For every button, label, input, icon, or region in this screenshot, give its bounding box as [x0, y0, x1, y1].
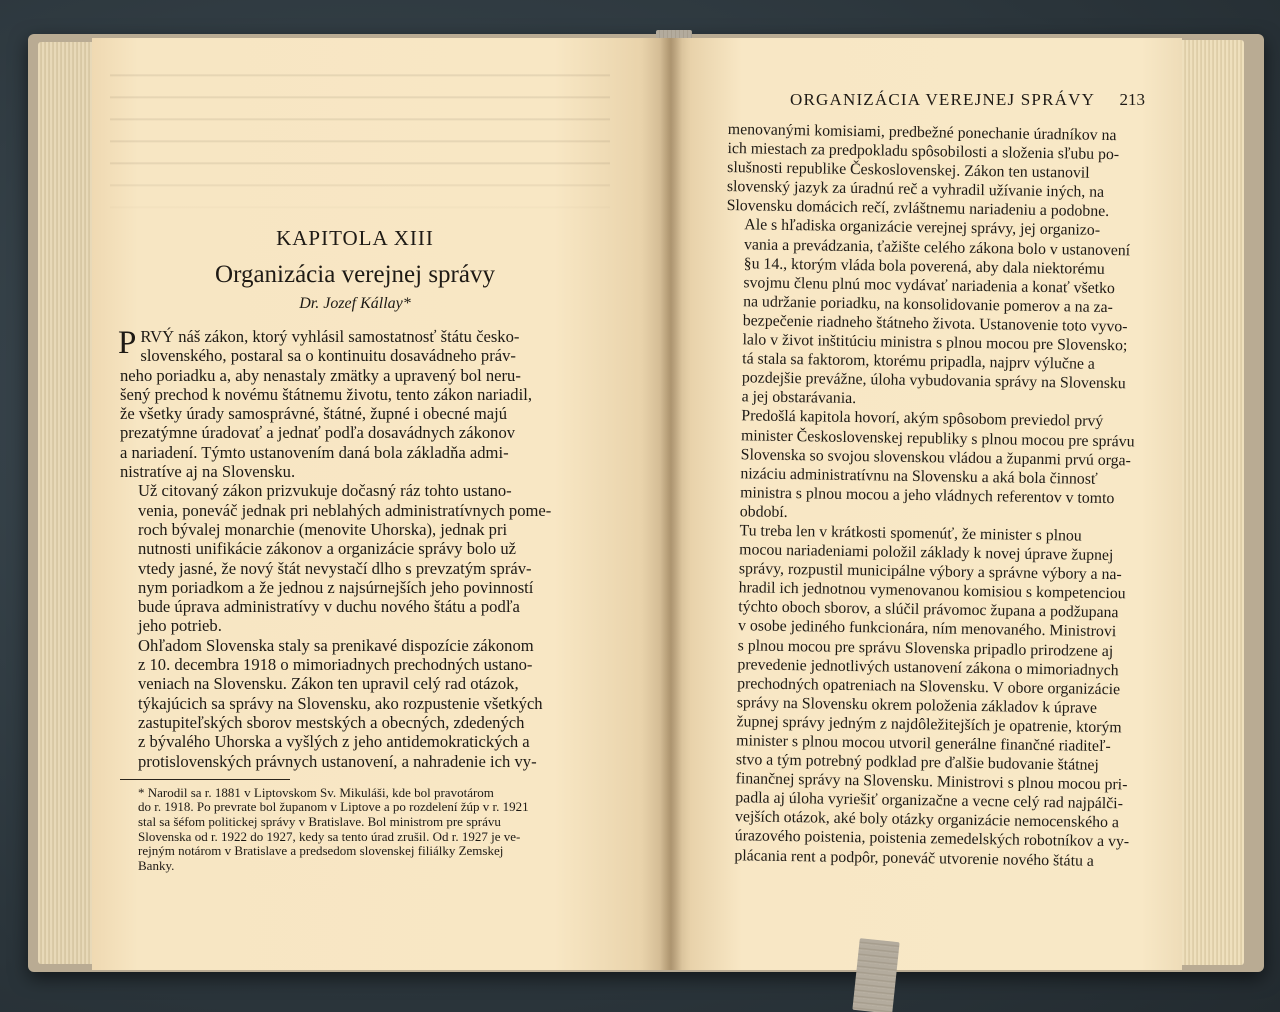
text-line: Ohľadom Slovenska staly sa prenikavé dispozície zákonom	[138, 635, 534, 655]
text-line: prezatýmne úradovať a jednať podľa dosavádnych zákonov	[120, 423, 516, 443]
text-line: týchto oboch sborov, a slúčil právomoc župana a podžupana	[738, 598, 1119, 622]
text-line: hradil ich jednotnou vymenovanou komisiou s kompetenciou	[738, 579, 1126, 603]
book-gutter	[660, 38, 682, 970]
text-line: RVÝ náš zákon, ktorý vyhlásil samostatnosť štátu česko-	[140, 327, 520, 346]
text-line: vania a prevádzania, ťažište celého zákona bolo v ustanovení	[743, 235, 1131, 259]
text-line: slovenského, postaral sa o kontinuitu dosavádneho práv-	[140, 346, 516, 366]
right-paragraph-2	[724, 215, 1142, 412]
text-line: neho poriadku a, aby nenastaly zmätky a upravený bol neru-	[120, 365, 521, 385]
text-line: nizáciu administratívnu na Slovensku a aká bola činnosť	[740, 464, 1098, 488]
footnote-line: stal sa šéfom politickej správy v Bratislave. Bol ministrom pre správu	[138, 814, 501, 830]
left-paragraph-1	[120, 327, 590, 481]
text-line: pozdejšie prevážne, úloha vybudovania správy na Slovensku	[741, 369, 1126, 393]
footnote-line: rejným notárom v Bratislave a predsedom slovenskej filiálky Zemskej	[138, 843, 504, 859]
page-edges-right	[1178, 40, 1244, 965]
text-line: tá stala sa faktorom, ktorému pripadla, najprv výlučne a	[742, 350, 1096, 373]
text-line: minister Československej republiky s plnou mocou pre správu	[740, 426, 1135, 450]
text-line: Ale s hľadiska organizácie verejnej správy, jej organizo-	[744, 216, 1101, 240]
chapter-author: Dr. Jozef Kállay*	[299, 295, 411, 312]
text-line: nutnosti unifikácie zákonov a organizácie správy bolo už	[138, 539, 517, 559]
text-line: svojmu členu plnú moc vydávať nariadenia a konať všetko	[743, 274, 1116, 297]
chapter-label: KAPITOLA XIII	[276, 226, 434, 250]
text-line: zastupiteľských sborov mestských a obecných, zdedených	[138, 712, 525, 732]
text-line: župnej správy jedným z najdôležitejších je opatrenie, ktorým	[736, 713, 1122, 737]
text-line: úrazového poistenia, poistenia zemedelských robotníkov a vy-	[734, 827, 1130, 851]
text-line: slušnosti republike Československej. Zákon ten ustanovil	[727, 159, 1090, 182]
right-paragraph-1	[727, 120, 1143, 222]
running-header	[790, 90, 1145, 110]
bookmark-ribbon	[852, 938, 899, 1012]
text-line: bezpečenie riadneho štátneho života. Ustanovenie toto vyvo-	[742, 312, 1128, 336]
text-line: vejších otázok, aké boly otázky organizácie nemocenského a	[734, 808, 1120, 832]
footnote-rule	[120, 779, 290, 780]
text-line: správy na Slovensku okrem položenia základov k úprave	[736, 694, 1098, 717]
text-line: správy, rozpustil municipálne výbory a správne výbory a na-	[738, 560, 1122, 584]
right-page-text	[716, 120, 1143, 871]
author-footnote	[120, 786, 590, 874]
page-edges-left	[38, 42, 98, 964]
text-line: z 10. decembra 1918 o mimoriadnych prechodných ustano-	[138, 655, 533, 675]
text-line: šený prechod k novému štátnemu životu, tento zákon nariadil,	[120, 384, 532, 404]
text-line: roch bývalej monarchie (menovite Uhorska), jednak pri	[138, 519, 508, 539]
text-line: týkajúcich sa správy na Slovensku, ako rozpustenie všetkých	[138, 693, 543, 713]
right-paragraph-3	[722, 406, 1139, 527]
text-line: padla aj úloha vyriešiť organizačne a vecne celý rad najpálči-	[735, 789, 1124, 813]
text-line: ich miestach za predpokladu spôsobilosti a složenia sľubu po-	[727, 140, 1120, 164]
chapter-title: Organizácia verejnej správy	[215, 261, 495, 288]
text-line: §u 14., ktorým vláda bola poverená, aby dala niektorému	[743, 254, 1105, 278]
page-number: 213	[1119, 90, 1145, 109]
text-line: Už citovaný zákon prizvukuje dočasný ráz tohto ustano-	[138, 481, 512, 501]
running-head-title: ORGANIZÁCIA VEREJNEJ SPRÁVY	[790, 90, 1096, 109]
text-line: mocou nariadeniami položil základy k novej úprave župnej	[739, 541, 1114, 565]
footnote-line: Slovenska od r. 1922 do 1927, kedy sa tento úrad zrušil. Od r. 1927 je ve-	[138, 828, 521, 844]
text-line: že všetky úrady samosprávné, štátné, župné i obecné majú	[120, 404, 508, 424]
text-line: a nariadení. Týmto ustanovením daná bola základňa admi-	[120, 442, 509, 462]
footnote-line: * Narodil sa r. 1881 v Liptovskom Sv. Mikuláši, kde bol pravotárom	[138, 784, 494, 800]
text-line: na udržanie poriadku, na konsolidovanie pomerov a na za-	[743, 293, 1114, 316]
text-line: plácania rent a podpôr, poneváč utvorenie nového štátu a	[734, 846, 1095, 870]
text-line: menovanými komisiami, predbežné ponechanie úradníkov na	[727, 120, 1117, 145]
text-line: prevedenie jednotlivých ustanovení zákona o mimoriadnych	[737, 655, 1119, 679]
text-line: ministra s plnou mocou a jeho vládnych referentov v tomto	[740, 484, 1115, 507]
text-line: Slovenska so svojou slovenskou vládou a županmi prvú orga-	[740, 445, 1132, 469]
text-line: období.	[739, 503, 788, 521]
left-paragraph-3	[120, 636, 590, 771]
show-through-text	[110, 60, 610, 220]
text-line: minister s plnou mocou utvoril generálne finančné riaditeľ-	[736, 732, 1111, 756]
drop-cap: P	[118, 325, 137, 361]
footnote-line: do r. 1918. Po prevrate bol županom v Liptove a po rozdelení žúp v r. 1921	[138, 799, 529, 815]
text-line: venia, poneváč jednak pri neblahých administratívnych pome-	[138, 500, 552, 520]
text-line: nym poriadkom a že jednou z najsúrnejších jeho povinností	[138, 577, 534, 597]
text-line: prechodných opatreniach na Slovensku. V obore organizácie	[737, 674, 1121, 698]
text-line: finančnej správy na Slovensku. Ministrovi s plnou mocou pri-	[735, 770, 1128, 794]
text-line: slovenský jazyk za úradnú reč a vyhradil užívanie iných, na	[726, 178, 1105, 202]
footnote-line: Banky.	[138, 857, 175, 873]
text-line: Predošlá kapitola hovorí, akým spôsobom previedol prvý	[741, 407, 1104, 431]
text-line: veniach na Slovensku. Zákon ten upravil celý rad otázok,	[138, 674, 519, 694]
text-line: Slovensku domácich rečí, zvláštnemu nariadeniu a podobne.	[726, 197, 1110, 221]
text-line: a jej obstarávania.	[741, 388, 857, 408]
text-line: nistratíve aj na Slovensku.	[120, 462, 296, 482]
text-line: jeho potrieb.	[138, 616, 222, 636]
left-page-text	[120, 226, 590, 873]
text-line: lalo v život inštitúciu ministra s plnou mocou pre Slovensko;	[742, 331, 1128, 355]
text-line: vtedy jasné, že nový štát nevystačí dlho s prevzatým správ-	[138, 558, 532, 578]
text-line: Tu treba len v krátkosti spomenúť, že minister s plnou	[739, 522, 1082, 545]
right-paragraph-4	[716, 521, 1136, 871]
text-line: bude úprava administratívy v duchu nového štátu a podľa	[138, 597, 520, 617]
text-line: protislovenských právnych ustanovení, a nahradenie ich vy-	[138, 751, 537, 771]
text-line: stvo a tým potrebný podklad pre ďalšie budovanie štátnej	[735, 751, 1099, 774]
text-line: v osobe jediného funkcionára, ním menovaného. Ministrovi	[737, 617, 1117, 641]
text-line: s plnou mocou pre správu Slovenska pripadlo prirodzene aj	[737, 636, 1114, 660]
left-paragraph-2	[120, 481, 590, 635]
text-line: z bývalého Uhorska a vyšlých z jeho antidemokratických a	[138, 732, 530, 752]
